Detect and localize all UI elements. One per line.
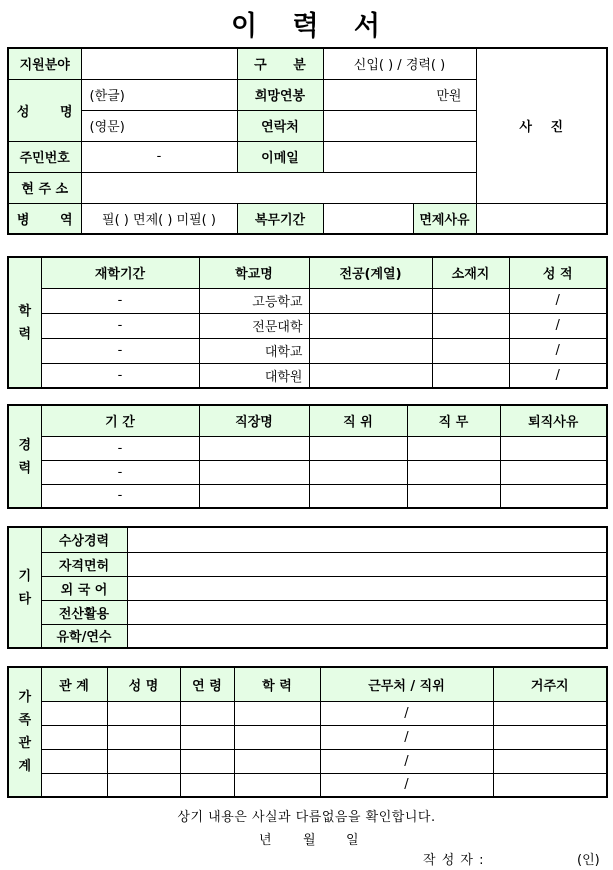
education-school-cell[interactable]: 고등학교 xyxy=(199,288,309,313)
category-label: 구 분 xyxy=(237,48,323,79)
career-header-company: 직장명 xyxy=(199,405,309,436)
education-section-text: 학력 xyxy=(18,303,32,342)
career-duty-cell[interactable] xyxy=(407,460,500,484)
family-name-cell[interactable] xyxy=(107,701,180,725)
name-english-field[interactable]: (영문) xyxy=(81,110,237,141)
date-month: 월 xyxy=(303,833,316,848)
page-title: 이 력 서 xyxy=(230,11,383,42)
salary-label: 희망연봉 xyxy=(237,79,323,110)
family-name-cell[interactable] xyxy=(107,749,180,773)
address-field[interactable] xyxy=(81,172,476,203)
table-row xyxy=(8,363,607,388)
family-age-cell[interactable] xyxy=(180,773,234,797)
awards-label: 수상경력 xyxy=(41,527,127,552)
education-major-cell[interactable] xyxy=(309,288,432,313)
date-year: 년 xyxy=(259,833,272,848)
email-label: 이메일 xyxy=(237,141,323,172)
date-day: 일 xyxy=(346,833,359,848)
career-company-cell[interactable] xyxy=(199,484,309,508)
seal-mark: (인) xyxy=(577,853,600,868)
military-label: 병 역 xyxy=(8,203,81,234)
licenses-label: 자격면허 xyxy=(41,552,127,576)
table-row xyxy=(8,484,607,508)
table-row xyxy=(8,701,607,725)
table-row xyxy=(8,313,607,338)
awards-field[interactable] xyxy=(127,527,607,552)
education-section-label xyxy=(8,257,41,388)
family-age-cell[interactable] xyxy=(180,725,234,749)
table-row xyxy=(8,773,607,797)
family-work-cell[interactable]: / xyxy=(320,725,493,749)
family-residence-cell[interactable] xyxy=(493,773,607,797)
id-number-label: 주민번호 xyxy=(8,141,81,172)
contact-field[interactable] xyxy=(323,110,476,141)
family-relation-cell[interactable] xyxy=(41,701,107,725)
family-table xyxy=(7,666,608,798)
field-label: 지원분야 xyxy=(8,48,81,79)
table-row xyxy=(8,288,607,313)
education-period-cell[interactable]: - xyxy=(41,313,199,338)
study-abroad-field[interactable] xyxy=(127,624,607,648)
career-period-cell[interactable]: - xyxy=(41,436,199,460)
education-school-cell[interactable]: 대학교 xyxy=(199,338,309,363)
military-status-field[interactable]: 필( ) 면제( ) 미필( ) xyxy=(81,203,237,234)
table-row xyxy=(8,436,607,460)
table-row xyxy=(8,338,607,363)
table-row xyxy=(8,460,607,484)
family-work-cell[interactable]: / xyxy=(320,749,493,773)
family-residence-cell[interactable] xyxy=(493,701,607,725)
family-work-cell[interactable]: / xyxy=(320,773,493,797)
exemption-reason-field[interactable] xyxy=(476,203,607,234)
career-duty-cell[interactable] xyxy=(407,484,500,508)
exemption-reason-label: 면제사유 xyxy=(413,203,476,234)
confirmation-statement: 상기 내용은 사실과 다름없음을 확인합니다. xyxy=(177,810,436,825)
career-period-cell[interactable]: - xyxy=(41,484,199,508)
career-header-period: 기 간 xyxy=(41,405,199,436)
education-location-cell[interactable] xyxy=(432,363,509,388)
family-relation-cell[interactable] xyxy=(41,773,107,797)
education-major-cell[interactable] xyxy=(309,363,432,388)
family-header-relation: 관 계 xyxy=(41,667,107,701)
family-name-cell[interactable] xyxy=(107,773,180,797)
career-company-cell[interactable] xyxy=(199,436,309,460)
licenses-field[interactable] xyxy=(127,552,607,576)
field-input[interactable] xyxy=(81,48,237,79)
family-residence-cell[interactable] xyxy=(493,749,607,773)
education-location-cell[interactable] xyxy=(432,288,509,313)
name-korean-field[interactable]: (한글) xyxy=(81,79,237,110)
category-value[interactable]: 신입( ) / 경력( ) xyxy=(323,48,476,79)
career-leave-reason-cell[interactable] xyxy=(500,484,607,508)
family-education-cell[interactable] xyxy=(234,773,320,797)
career-position-cell[interactable] xyxy=(309,484,407,508)
service-period-label: 복무기간 xyxy=(237,203,323,234)
family-residence-cell[interactable] xyxy=(493,725,607,749)
address-label: 현 주 소 xyxy=(8,172,81,203)
career-section-label xyxy=(8,405,41,508)
personal-info-table xyxy=(7,47,608,235)
study-abroad-label: 유학/연수 xyxy=(41,624,127,648)
author-label: 작 성 자 : xyxy=(423,853,485,868)
education-table xyxy=(7,256,608,389)
education-header-major: 전공(계열) xyxy=(309,257,432,288)
family-name-cell[interactable] xyxy=(107,725,180,749)
languages-label: 외 국 어 xyxy=(41,576,127,600)
family-relation-cell[interactable] xyxy=(41,749,107,773)
education-school-cell[interactable]: 대학원 xyxy=(199,363,309,388)
education-period-cell[interactable]: - xyxy=(41,288,199,313)
education-header-grade: 성 적 xyxy=(509,257,607,288)
career-leave-reason-cell[interactable] xyxy=(500,436,607,460)
family-header-age: 연 령 xyxy=(180,667,234,701)
family-relation-cell[interactable] xyxy=(41,725,107,749)
education-major-cell[interactable] xyxy=(309,313,432,338)
career-position-cell[interactable] xyxy=(309,436,407,460)
education-header-school: 학교명 xyxy=(199,257,309,288)
education-major-cell[interactable] xyxy=(309,338,432,363)
other-table xyxy=(7,526,608,649)
family-education-cell[interactable] xyxy=(234,749,320,773)
career-section-text: 경력 xyxy=(18,437,32,476)
family-education-cell[interactable] xyxy=(234,701,320,725)
education-grade-cell[interactable]: / xyxy=(509,338,607,363)
name-label: 성 명 xyxy=(8,79,81,141)
education-period-cell[interactable]: - xyxy=(41,363,199,388)
table-row xyxy=(8,749,607,773)
education-grade-cell[interactable]: / xyxy=(509,363,607,388)
languages-field[interactable] xyxy=(127,576,607,600)
education-grade-cell[interactable]: / xyxy=(509,313,607,338)
career-position-cell[interactable] xyxy=(309,460,407,484)
education-grade-cell[interactable]: / xyxy=(509,288,607,313)
family-section-label xyxy=(8,667,41,797)
salary-field[interactable]: 만원 xyxy=(323,79,476,110)
family-header-work: 근무처 / 직위 xyxy=(320,667,493,701)
contact-label: 연락처 xyxy=(237,110,323,141)
id-number-field[interactable]: - xyxy=(81,141,237,172)
career-leave-reason-cell[interactable] xyxy=(500,460,607,484)
education-school-cell[interactable]: 전문대학 xyxy=(199,313,309,338)
education-period-cell[interactable]: - xyxy=(41,338,199,363)
computer-skills-label: 전산활용 xyxy=(41,600,127,624)
career-header-duty: 직 무 xyxy=(407,405,500,436)
family-header-name: 성 명 xyxy=(107,667,180,701)
other-section-text: 기타 xyxy=(18,568,32,607)
education-header-period: 재학기간 xyxy=(41,257,199,288)
family-education-cell[interactable] xyxy=(234,725,320,749)
family-header-residence: 거주지 xyxy=(493,667,607,701)
table-row xyxy=(8,725,607,749)
email-field[interactable] xyxy=(323,141,476,172)
career-company-cell[interactable] xyxy=(199,460,309,484)
family-age-cell[interactable] xyxy=(180,701,234,725)
education-header-location: 소재지 xyxy=(432,257,509,288)
career-header-leave-reason: 퇴직사유 xyxy=(500,405,607,436)
computer-skills-field[interactable] xyxy=(127,600,607,624)
other-section-label xyxy=(8,527,41,648)
education-location-cell[interactable] xyxy=(432,338,509,363)
career-duty-cell[interactable] xyxy=(407,436,500,460)
family-age-cell[interactable] xyxy=(180,749,234,773)
photo-box: 사 진 xyxy=(476,48,607,203)
family-work-cell[interactable]: / xyxy=(320,701,493,725)
family-section-text: 가족관계 xyxy=(18,690,32,774)
career-table xyxy=(7,404,608,509)
service-period-field[interactable] xyxy=(323,203,413,234)
education-location-cell[interactable] xyxy=(432,313,509,338)
family-header-education: 학 력 xyxy=(234,667,320,701)
career-period-cell[interactable]: - xyxy=(41,460,199,484)
career-header-position: 직 위 xyxy=(309,405,407,436)
